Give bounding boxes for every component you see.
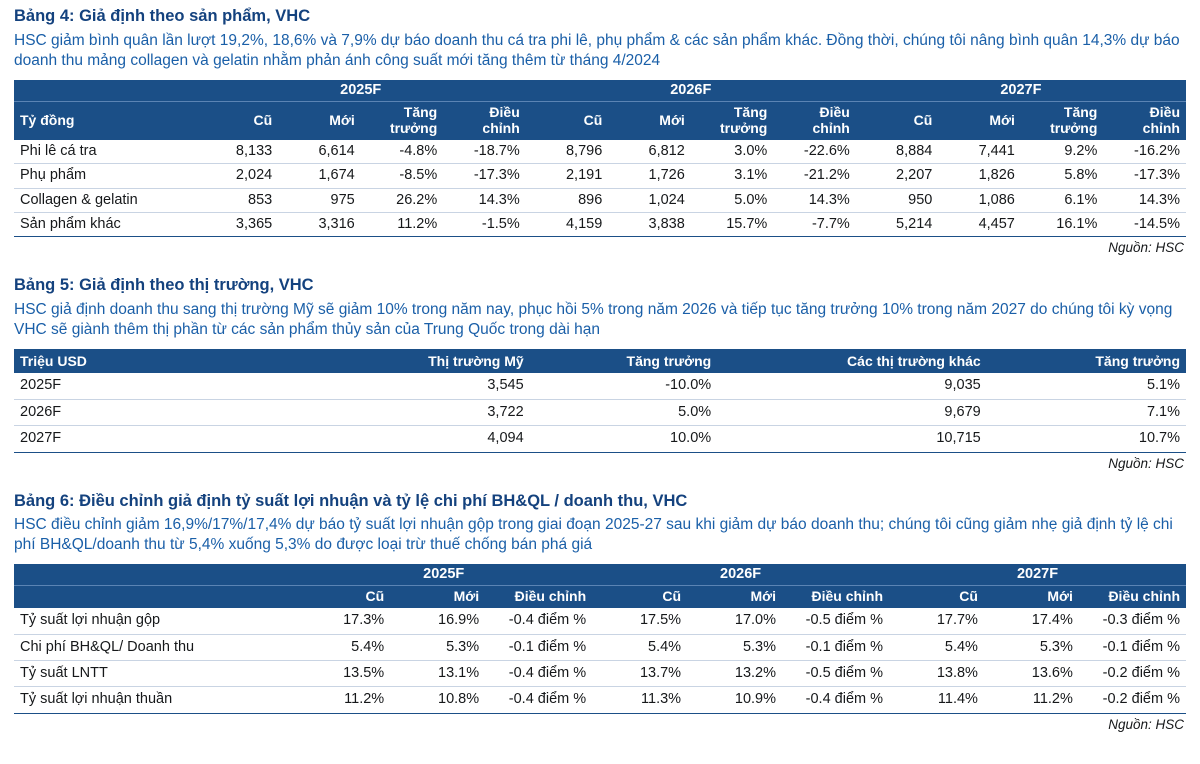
- table-5-row-label: 2025F: [14, 373, 272, 399]
- table-4-cell: 3,365: [196, 212, 279, 236]
- table-6-subheader: Điều chỉnh: [782, 586, 889, 609]
- table-6-cell: -0.5 điểm %: [782, 608, 889, 634]
- table-4-cell: -8.5%: [361, 164, 444, 188]
- table-4-group-2027f: 2027F: [856, 80, 1186, 101]
- table-4-body: [14, 140, 1186, 237]
- table-4-cell: -16.2%: [1103, 140, 1186, 164]
- table-4-cell: -14.5%: [1103, 212, 1186, 236]
- table-4-subheader: Tăng trưởng: [1021, 101, 1104, 140]
- table-6-title: Bảng 6: Điều chỉnh giả định tỷ suất lợi nhuận và tỷ lệ chi phí BH&QL / doanh thu, VHC: [14, 491, 688, 510]
- table-4-cell: 950: [856, 188, 939, 212]
- table-row: [14, 634, 1186, 660]
- table-6-row-label: Tỷ suất LNTT: [14, 660, 295, 686]
- table-5-cell: 10.7%: [987, 426, 1186, 452]
- table-6: [14, 564, 1186, 713]
- table-4-cell: 1,086: [938, 188, 1021, 212]
- table-4-subheader: Mới: [938, 101, 1021, 140]
- table-4-source: Nguồn: HSC: [1108, 240, 1184, 256]
- table-4-cell: 5.0%: [691, 188, 774, 212]
- table-4-cell: 15.7%: [691, 212, 774, 236]
- table-5: [14, 349, 1186, 452]
- table-6-cell: 5.3%: [390, 634, 485, 660]
- table-5-cell: 3,545: [272, 373, 530, 399]
- table-4-cell: 975: [278, 188, 361, 212]
- table-4-cell: 1,024: [608, 188, 691, 212]
- table-6-subheader: Điều chỉnh: [485, 586, 592, 609]
- table-6-subheader: Điều chỉnh: [1079, 586, 1186, 609]
- table-6-cell: 11.2%: [295, 687, 390, 713]
- table-4-title: Bảng 4: Giả định theo sản phẩm, VHC: [14, 7, 311, 25]
- table-4-cell: 3,316: [278, 212, 361, 236]
- table-4-cell: 1,726: [608, 164, 691, 188]
- table-5-description: HSC giả định doanh thu sang thị trường Mỹ sẽ giảm 10% trong năm nay, phục hồi 5% trong năm 2026 và tiếp tục tăng trưởng 10% trong năm 2027 do chúng tôi kỳ vọng VHC sẽ giành thêm thị phần từ các sản phẩm thủy sản của Trung Quốc trong dài hạn: [14, 300, 1173, 339]
- table-4-unit-label: Tỷ đồng: [14, 101, 196, 140]
- table-6-group-2027f: 2027F: [889, 564, 1186, 585]
- table-5-cell: 5.0%: [530, 399, 718, 425]
- table-6-cell: 13.1%: [390, 660, 485, 686]
- table-6-cell: -0.2 điểm %: [1079, 660, 1186, 686]
- table-6-subheader: Cũ: [592, 586, 687, 609]
- table-4-subheader: Điều chỉnh: [1103, 101, 1186, 140]
- table-6-cell: 17.0%: [687, 608, 782, 634]
- table-5-cell: 9,035: [717, 373, 987, 399]
- table-4-row-label: Collagen & gelatin: [14, 188, 196, 212]
- table-6-cell: -0.1 điểm %: [1079, 634, 1186, 660]
- table-6-description: HSC điều chỉnh giảm 16,9%/17%/17,4% dự báo tỷ suất lợi nhuận gộp trong giai đoạn 2025-27 sau khi giảm dự báo doanh thu; chúng tôi cũng giảm nhẹ giả định tỷ lệ chi phí BH&QL/doanh thu từ 5,4% xuống 5,3% do được loại trừ thuế chống bán phá giá: [14, 516, 1173, 554]
- table-6-cell: -0.4 điểm %: [485, 660, 592, 686]
- table-4-row-label: Sản phẩm khác: [14, 212, 196, 236]
- table-4-cell: 1,826: [938, 164, 1021, 188]
- table-4-cell: 6.1%: [1021, 188, 1104, 212]
- table-6-corner-cell: [14, 564, 295, 585]
- table-4-cell: 7,441: [938, 140, 1021, 164]
- section-table-6: [14, 491, 1186, 732]
- table-6-cell: -0.2 điểm %: [1079, 687, 1186, 713]
- section-table-4: [14, 6, 1186, 255]
- table-4-subheader: Tăng trưởng: [361, 101, 444, 140]
- table-4-subheader: Tăng trưởng: [691, 101, 774, 140]
- table-6-cell: 17.5%: [592, 608, 687, 634]
- table-5-cell: 7.1%: [987, 399, 1186, 425]
- table-6-cell: 11.2%: [984, 687, 1079, 713]
- table-4-subheader: Cũ: [856, 101, 939, 140]
- table-6-cell: 10.9%: [687, 687, 782, 713]
- table-5-cell: 3,722: [272, 399, 530, 425]
- table-4-cell: 5,214: [856, 212, 939, 236]
- table-6-cell: 5.3%: [687, 634, 782, 660]
- table-6-cell: 5.4%: [295, 634, 390, 660]
- table-6-cell: 10.8%: [390, 687, 485, 713]
- table-4-cell: 8,133: [196, 140, 279, 164]
- table-6-body: [14, 608, 1186, 713]
- table-4-cell: 2,024: [196, 164, 279, 188]
- table-row: [14, 687, 1186, 713]
- table-6-unit-label: [14, 586, 295, 609]
- table-5-row-label: 2026F: [14, 399, 272, 425]
- table-6-group-2026f: 2026F: [592, 564, 889, 585]
- table-5-header-cell: Tăng trưởng: [987, 349, 1186, 373]
- table-6-cell: 17.4%: [984, 608, 1079, 634]
- table-6-subheader-row: [14, 586, 1186, 609]
- table-4-description: HSC giảm bình quân lần lượt 19,2%, 18,6% và 7,9% dự báo doanh thu cá tra phi lê, phụ phẩm & các sản phẩm khác. Đồng thời, chúng tôi nâng bình quân 14,3% dự báo doanh thu mảng collagen và gelatin nhằm phản ánh công suất mới tăng thêm từ tháng 4/2024: [14, 31, 1180, 69]
- table-6-cell: 11.3%: [592, 687, 687, 713]
- table-4-cell: 8,884: [856, 140, 939, 164]
- table-4-cell: 16.1%: [1021, 212, 1104, 236]
- table-6-cell: -0.5 điểm %: [782, 660, 889, 686]
- table-5-cell: 4,094: [272, 426, 530, 452]
- table-5-source: Nguồn: HSC: [1108, 455, 1184, 471]
- table-4-cell: 3.0%: [691, 140, 774, 164]
- table-6-row-label: Tỷ suất lợi nhuận gộp: [14, 608, 295, 634]
- table-4-cell: 896: [526, 188, 609, 212]
- table-6-header: [14, 564, 1186, 608]
- table-6-source: Nguồn: HSC: [1108, 716, 1184, 732]
- table-row: [14, 164, 1186, 188]
- table-6-cell: -0.1 điểm %: [485, 634, 592, 660]
- table-4-subheader: Điều chỉnh: [443, 101, 526, 140]
- table-4-cell: 853: [196, 188, 279, 212]
- table-6-cell: 13.2%: [687, 660, 782, 686]
- table-4-subheader-row: [14, 101, 1186, 140]
- table-6-cell: 5.4%: [592, 634, 687, 660]
- table-4-cell: 1,674: [278, 164, 361, 188]
- table-5-cell: 9,679: [717, 399, 987, 425]
- table-4-cell: 3,838: [608, 212, 691, 236]
- table-4-cell: -7.7%: [773, 212, 856, 236]
- table-6-subheader: Mới: [390, 586, 485, 609]
- table-4-group-row: [14, 80, 1186, 101]
- table-6-cell: 17.3%: [295, 608, 390, 634]
- table-6-cell: 17.7%: [889, 608, 984, 634]
- table-6-cell: -0.4 điểm %: [485, 687, 592, 713]
- table-4-cell: 2,207: [856, 164, 939, 188]
- table-5-cell: -10.0%: [530, 373, 718, 399]
- table-4-cell: 14.3%: [773, 188, 856, 212]
- table-row: [14, 608, 1186, 634]
- spacer: [14, 261, 1186, 275]
- table-5-cell: 10,715: [717, 426, 987, 452]
- table-6-group-2025f: 2025F: [295, 564, 592, 585]
- table-row: [14, 660, 1186, 686]
- table-4-corner-cell: [14, 80, 196, 101]
- table-row: [14, 188, 1186, 212]
- table-4-cell: 26.2%: [361, 188, 444, 212]
- table-row: [14, 399, 1186, 425]
- table-6-cell: 11.4%: [889, 687, 984, 713]
- table-4-cell: 6,614: [278, 140, 361, 164]
- table-6-cell: 5.3%: [984, 634, 1079, 660]
- table-6-cell: 13.8%: [889, 660, 984, 686]
- table-row: [14, 373, 1186, 399]
- table-4-cell: 14.3%: [443, 188, 526, 212]
- table-4: [14, 80, 1186, 237]
- table-6-subheader: Cũ: [295, 586, 390, 609]
- table-6-cell: 5.4%: [889, 634, 984, 660]
- table-6-cell: -0.3 điểm %: [1079, 608, 1186, 634]
- table-4-cell: 2,191: [526, 164, 609, 188]
- table-4-cell: -17.3%: [1103, 164, 1186, 188]
- table-row: [14, 212, 1186, 236]
- table-6-subheader: Cũ: [889, 586, 984, 609]
- table-4-cell: 9.2%: [1021, 140, 1104, 164]
- table-4-subheader: Cũ: [196, 101, 279, 140]
- table-4-subheader: Mới: [278, 101, 361, 140]
- table-6-cell: -0.4 điểm %: [782, 687, 889, 713]
- table-4-cell: 11.2%: [361, 212, 444, 236]
- table-6-cell: 13.6%: [984, 660, 1079, 686]
- table-5-unit-label: Triệu USD: [14, 349, 272, 373]
- table-4-cell: -4.8%: [361, 140, 444, 164]
- table-4-header: [14, 80, 1186, 140]
- table-5-title: Bảng 5: Giả định theo thị trường, VHC: [14, 276, 314, 295]
- table-4-cell: 6,812: [608, 140, 691, 164]
- table-4-cell: -22.6%: [773, 140, 856, 164]
- table-4-cell: 3.1%: [691, 164, 774, 188]
- table-5-cell: 5.1%: [987, 373, 1186, 399]
- table-5-body: [14, 373, 1186, 452]
- table-6-cell: -0.1 điểm %: [782, 634, 889, 660]
- spacer: [14, 477, 1186, 491]
- table-6-group-row: [14, 564, 1186, 585]
- table-4-cell: -21.2%: [773, 164, 856, 188]
- table-4-row-label: Phụ phẩm: [14, 164, 196, 188]
- table-5-header-row: [14, 349, 1186, 373]
- table-5-header: [14, 349, 1186, 373]
- table-6-cell: 13.5%: [295, 660, 390, 686]
- table-4-cell: 14.3%: [1103, 188, 1186, 212]
- table-6-row-label: Chi phí BH&QL/ Doanh thu: [14, 634, 295, 660]
- table-row: [14, 426, 1186, 452]
- table-6-cell: 16.9%: [390, 608, 485, 634]
- table-4-cell: 5.8%: [1021, 164, 1104, 188]
- table-6-row-label: Tỷ suất lợi nhuận thuần: [14, 687, 295, 713]
- table-5-row-label: 2027F: [14, 426, 272, 452]
- table-4-subheader: Cũ: [526, 101, 609, 140]
- table-5-header-cell: Thị trường Mỹ: [272, 349, 530, 373]
- table-4-group-2025f: 2025F: [196, 80, 526, 101]
- table-4-cell: 8,796: [526, 140, 609, 164]
- table-5-cell: 10.0%: [530, 426, 718, 452]
- table-6-subheader: Mới: [984, 586, 1079, 609]
- table-6-cell: -0.4 điểm %: [485, 608, 592, 634]
- table-6-subheader: Mới: [687, 586, 782, 609]
- section-table-5: [14, 275, 1186, 470]
- table-5-header-cell: Các thị trường khác: [717, 349, 987, 373]
- table-4-group-2026f: 2026F: [526, 80, 856, 101]
- table-4-cell: -1.5%: [443, 212, 526, 236]
- table-4-cell: 4,457: [938, 212, 1021, 236]
- table-row: [14, 140, 1186, 164]
- table-4-subheader: Điều chỉnh: [773, 101, 856, 140]
- table-5-header-cell: Tăng trưởng: [530, 349, 718, 373]
- table-4-row-label: Phi lê cá tra: [14, 140, 196, 164]
- table-6-cell: 13.7%: [592, 660, 687, 686]
- table-4-cell: -17.3%: [443, 164, 526, 188]
- table-4-cell: -18.7%: [443, 140, 526, 164]
- table-4-cell: 4,159: [526, 212, 609, 236]
- table-4-subheader: Mới: [608, 101, 691, 140]
